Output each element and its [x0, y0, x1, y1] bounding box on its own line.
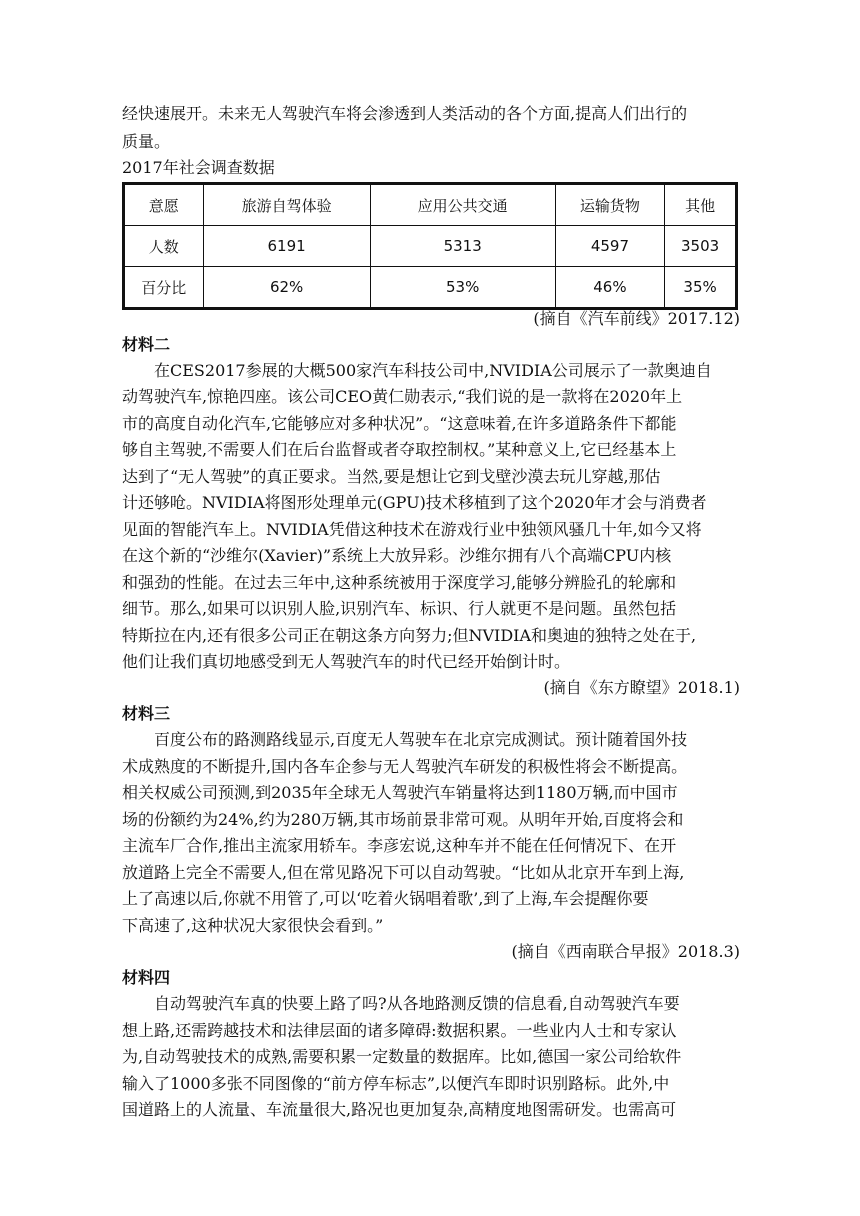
paragraph-line: 在这个新的“沙维尔(Xavier)”系统上大放异彩。沙维尔拥有八个高端CPU内核 — [122, 546, 672, 565]
table-cell: 3503 — [665, 226, 737, 267]
paragraph-line: 放道路上完全不需要人,但在常见路况下可以自动驾驶。“比如从北京开车到上海, — [122, 863, 685, 882]
table-source: (摘自《汽车前线》2017.12) — [533, 309, 740, 328]
paragraph-line: 百度公布的路测路线显示,百度无人驾驶车在北京完成测试。预计随着国外技 — [154, 730, 688, 749]
header-cell: 其他 — [665, 184, 737, 226]
section-heading: 材料三 — [122, 704, 171, 723]
section-heading: 材料二 — [122, 335, 171, 354]
paragraph-line: 计还够呛。NVIDIA将图形处理单元(GPU)技术移植到了这个2020年才会与消费者 — [122, 493, 707, 512]
table-cell: 62% — [203, 267, 370, 309]
header-cell: 旅游自驾体验 — [203, 184, 370, 226]
paragraph-line: 上了高速以后,你就不用管了,可以‘吃着火锅唱着歌’,到了上海,车会提醒你要 — [122, 889, 649, 908]
paragraph-line: 国道路上的人流量、车流量很大,路况也更加复杂,高精度地图需研发。也需高可 — [122, 1100, 677, 1119]
header-cell: 意愿 — [124, 184, 204, 226]
header-cell: 应用公共交通 — [370, 184, 555, 226]
table-cell: 百分比 — [124, 267, 204, 309]
table-cell: 6191 — [203, 226, 370, 267]
paragraph-line: 主流车厂合作,推出主流家用轿车。李彦宏说,这种车并不能在任何情况下、在开 — [122, 836, 677, 855]
paragraph-line: 术成熟度的不断提升,国内各车企参与无人驾驶汽车研发的积极性将会不断提高。 — [122, 757, 688, 776]
paragraph-line: 相关权威公司预测,到2035年全球无人驾驶汽车销量将达到1180万辆,而中国市 — [122, 783, 678, 802]
paragraph-line: 输入了1000多张不同图像的“前方停车标志”,以便汽车即时识别路标。此外,中 — [122, 1074, 670, 1093]
paragraph-line: 达到了“无人驾驶”的真正要求。当然,要是想让它到戈壁沙漠去玩儿穿越,那估 — [122, 467, 661, 486]
table-cell: 4597 — [555, 226, 665, 267]
intro-line: 经快速展开。未来无人驾驶汽车将会渗透到人类活动的各个方面,提高人们出行的 — [122, 104, 688, 123]
survey-table — [122, 182, 738, 310]
paragraph-line: 够自主驾驶,不需要人们在后台监督或者夺取控制权。”某种意义上,它已经基本上 — [122, 440, 677, 459]
table-title: 2017年社会调查数据 — [122, 158, 275, 177]
paragraph-line: 和强劲的性能。在过去三年中,这种系统被用于深度学习,能够分辨脸孔的轮廓和 — [122, 573, 677, 592]
paragraph-line: 为,自动驾驶技术的成熟,需要积累一定数量的数据库。比如,德国一家公司给软件 — [122, 1047, 682, 1066]
table-cell: 35% — [665, 267, 737, 309]
paragraph-line: 自动驾驶汽车真的快要上路了吗?从各地路测反馈的信息看,自动驾驶汽车要 — [154, 994, 680, 1013]
table-cell: 46% — [555, 267, 665, 309]
paragraph-line: 在CES2017参展的大概500家汽车科技公司中,NVIDIA公司展示了一款奥迪自 — [154, 361, 712, 380]
paragraph-line: 场的份额约为24%,约为280万辆,其市场前景非常可观。从明年开始,百度将会和 — [122, 810, 684, 829]
paragraph-line: 动驾驶汽车,惊艳四座。该公司CEO黄仁勋表示,“我们说的是一款将在2020年上 — [122, 387, 683, 406]
section-heading: 材料四 — [122, 968, 171, 987]
material-source: (摘自《东方瞭望》2018.1) — [543, 678, 740, 697]
paragraph-line: 想上路,还需跨越技术和法律层面的诸多障碍:数据积累。一些业内人士和专家认 — [122, 1021, 677, 1040]
table-cell: 53% — [370, 267, 555, 309]
paragraph-line: 下高速了,这种状况大家很快会看到。” — [122, 916, 384, 935]
table-cell: 人数 — [124, 226, 204, 267]
paragraph-line: 见面的智能汽车上。NVIDIA凭借这种技术在游戏行业中独领风骚几十年,如今又将 — [122, 520, 702, 539]
table-row — [124, 226, 737, 267]
paragraph-line: 特斯拉在内,还有很多公司正在朝这条方向努力;但NVIDIA和奥迪的独特之处在于, — [122, 626, 697, 645]
table-cell: 5313 — [370, 226, 555, 267]
paragraph-line: 市的高度自动化汽车,它能够应对多种状况”。“这意味着,在许多道路条件下都能 — [122, 414, 677, 433]
intro-line: 质量。 — [122, 132, 171, 151]
table-header-row — [124, 184, 737, 226]
paragraph-line: 细节。那么,如果可以识别人脸,识别汽车、标识、行人就更不是问题。虽然包括 — [122, 599, 677, 618]
table-row — [124, 267, 737, 309]
paragraph-line: 他们让我们真切地感受到无人驾驶汽车的时代已经开始倒计时。 — [122, 652, 571, 671]
header-cell: 运输货物 — [555, 184, 665, 226]
material-source: (摘自《西南联合早报》2018.3) — [511, 942, 740, 961]
